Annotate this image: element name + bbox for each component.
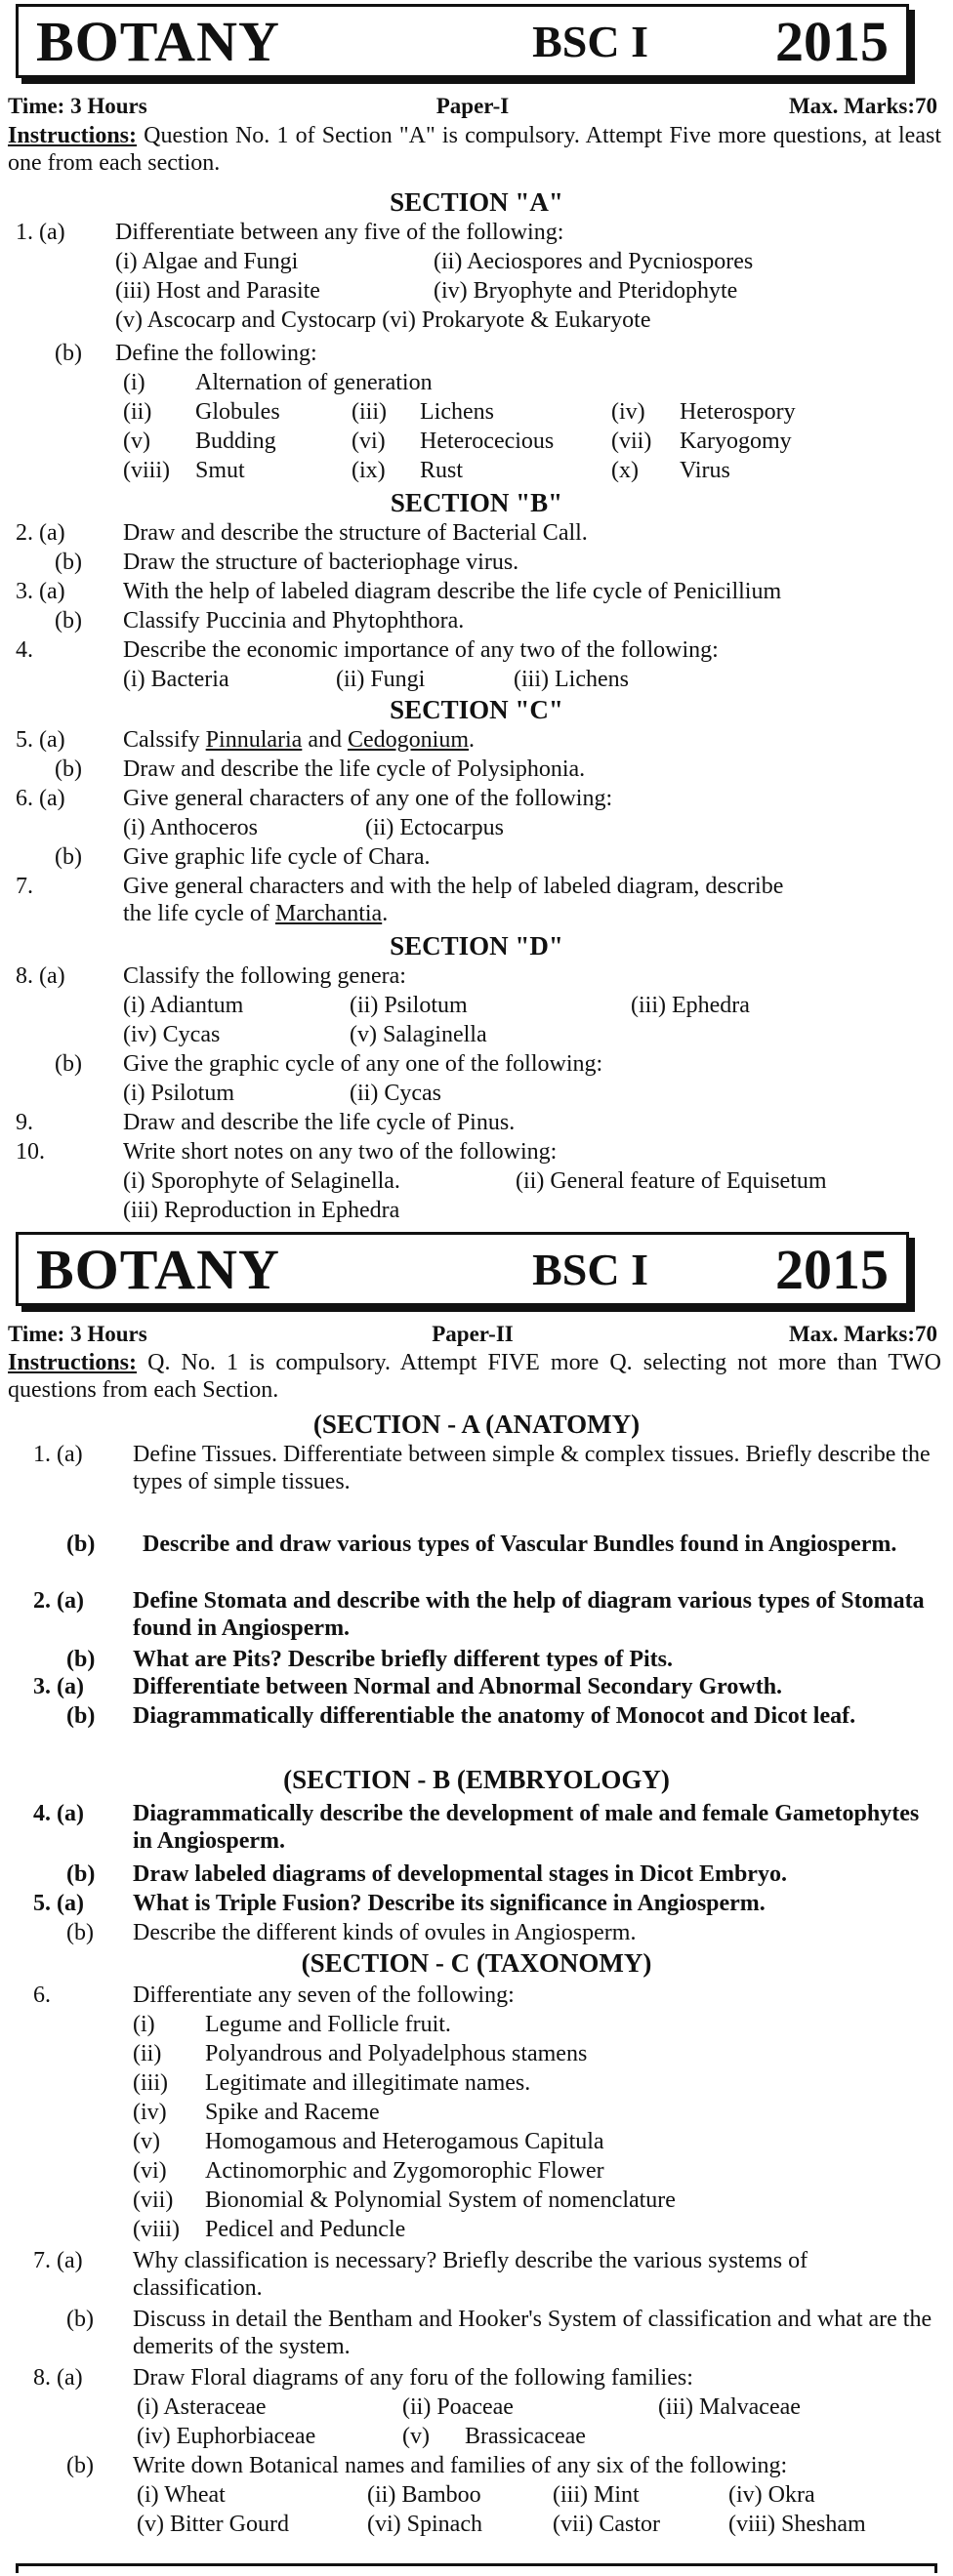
list-item: (iv) (133, 2100, 167, 2125)
question-number: 8. (a) (33, 2365, 83, 2391)
list-item: (ix) (352, 458, 386, 483)
paper1-instructions-label: Instructions: (8, 123, 138, 148)
list-item: (vii) (611, 429, 652, 454)
genus-name: Pinnularia (205, 727, 303, 753)
list-item: (viii) (123, 458, 170, 483)
list-item: (i) Wheat (137, 2482, 226, 2508)
paper1-section-d-heading: SECTION "D" (390, 931, 563, 961)
text-fragment: . (468, 727, 475, 753)
list-item: Heterospory (680, 399, 796, 425)
list-item: (i) Sporophyte of Selaginella. (123, 1168, 400, 1194)
list-item: (i) Adiantum (123, 993, 244, 1018)
question-part: (b) (55, 1051, 82, 1077)
question-text: Define Stomata and describe with the help of diagram various types of Stomata found in Angiosperm. (133, 1588, 925, 1641)
list-item: (iv) (611, 399, 645, 425)
question-part: (b) (55, 844, 82, 870)
list-item: (ii) General feature of Equisetum (516, 1168, 827, 1194)
question-text: Draw Floral diagrams of any foru of the following families: (133, 2365, 693, 2391)
list-item: (ii) Poaceae (402, 2394, 514, 2420)
list-item: (i) Asteraceae (137, 2394, 267, 2420)
list-item: Karyogomy (680, 429, 792, 454)
question-text: Give general characters and with the help of labeled diagram, describe (123, 874, 784, 899)
list-item: (v) (133, 2129, 160, 2154)
list-item: Budding (195, 429, 276, 454)
question-text: Define the following: (115, 341, 317, 366)
list-item: Legume and Follicle fruit. (205, 2012, 451, 2037)
list-item: Virus (680, 458, 730, 483)
list-item: (i) Psilotum (123, 1081, 235, 1106)
paper2-time: Time: 3 Hours (8, 1322, 147, 1346)
question-number: 5. (a) (33, 1891, 84, 1916)
paper2-header-box (16, 1232, 909, 1306)
list-item: (ii) Ectocarpus (365, 815, 504, 840)
question-text: Diagrammatically differentiable the anatomy of Monocot and Dicot leaf. (133, 1703, 856, 1729)
next-header-edge (16, 2563, 937, 2573)
question-text: Write down Botanical names and families of any six of the following: (133, 2453, 788, 2478)
question-part: (b) (66, 2307, 94, 2332)
list-item: (iii) (133, 2070, 168, 2096)
question-number: 10. (16, 1139, 45, 1165)
list-item: Spike and Raceme (205, 2100, 380, 2125)
question-text: Define Tissues. Differentiate between simple & complex tissues. Briefly describe the types of simple tissues. (133, 1442, 931, 1494)
list-item: (ii) Aeciospores and Pycniospores (434, 249, 754, 274)
question-number: 2. (a) (33, 1588, 84, 1614)
question-text: Discuss in detail the Bentham and Hooker's System of classification and what are the demerits of the system. (133, 2307, 932, 2359)
list-item: (iv) Cycas (123, 1022, 221, 1047)
list-item: (v) (402, 2424, 430, 2449)
list-item: (i) Algae and Fungi (115, 249, 299, 274)
text-fragment: Calssify (123, 727, 206, 753)
list-item: (iii) Lichens (514, 667, 629, 692)
list-item: (iii) (352, 399, 387, 425)
question-number: 6. (33, 1983, 51, 2008)
list-item: (iii) Reproduction in Ephedra (123, 1198, 400, 1223)
paper1-instructions (8, 122, 941, 177)
list-item: (iv) Bryophyte and Pteridophyte (434, 278, 738, 304)
list-item: (vi) (352, 429, 386, 454)
list-item: (iii) Mint (553, 2482, 640, 2508)
question-text: Draw and describe the life cycle of Polysiphonia. (123, 756, 586, 782)
list-item: (i) (123, 370, 145, 395)
list-item: Heterocecious (420, 429, 555, 454)
question-number: 1. (a) (33, 1442, 83, 1467)
list-item: Lichens (420, 399, 494, 425)
list-item: Actinomorphic and Zygomorophic Flower (205, 2158, 604, 2184)
list-item: (ii) Fungi (336, 667, 426, 692)
paper1-instructions-text: Question No. 1 of Section "A" is compulsory. Attempt Five more questions, at least one from each section. (8, 123, 941, 176)
question-number: 9. (16, 1110, 33, 1135)
question-text: Draw and describe the structure of Bacterial Call. (123, 520, 588, 546)
list-item: (ii) (123, 399, 152, 425)
question-text: Describe and draw various types of Vascular Bundles found in Angiosperm. (143, 1532, 897, 1557)
paper2-section-b-heading: (SECTION - B (EMBRYOLOGY) (283, 1765, 670, 1794)
paper2-marks: Max. Marks:70 (788, 1322, 937, 1346)
question-part: (b) (66, 1920, 94, 1945)
question-text: Draw the structure of bacteriophage virus. (123, 550, 519, 575)
question-text: Differentiate any seven of the following: (133, 1983, 515, 2008)
list-item: (i) (133, 2012, 155, 2037)
paper1-year-label: 2015 (775, 9, 889, 73)
list-item: (v) Salaginella (350, 1022, 487, 1047)
genus-name: Cedogonium (347, 727, 469, 753)
paper2-course-label: BSC I (532, 1244, 648, 1294)
question-text: Describe the different kinds of ovules in Angiosperm. (133, 1920, 637, 1945)
paper1-time: Time: 3 Hours (8, 94, 147, 118)
question-text: Describe the economic importance of any two of the following: (123, 637, 719, 663)
list-item: Alternation of generation (195, 370, 433, 395)
paper1-header-box (16, 4, 909, 78)
question-part: (b) (66, 1703, 96, 1729)
list-item: (x) (611, 458, 639, 483)
question-text: Why classification is necessary? Briefly describe the various systems of classification. (133, 2248, 808, 2301)
question-part: (b) (55, 756, 82, 782)
question-text: Differentiate between any five of the following: (115, 220, 564, 245)
question-text: Differentiate between Normal and Abnormal Secondary Growth. (133, 1674, 783, 1699)
list-item: (v) Ascocarp and Cystocarp (vi) Prokaryote & Eukaryote (115, 307, 651, 333)
paper2-section-c-heading: (SECTION - C (TAXONOMY) (301, 1948, 652, 1978)
list-item: (vii) Castor (553, 2512, 660, 2537)
question-text: What are Pits? Describe briefly different types of Pits. (133, 1647, 673, 1672)
paper2-section-a-heading: (SECTION - A (ANATOMY) (312, 1410, 641, 1439)
genus-name: Marchantia (274, 901, 383, 926)
question-text: Classify Puccinia and Phytophthora. (123, 608, 465, 634)
list-item: Globules (195, 399, 280, 425)
list-item: (iv) Okra (728, 2482, 815, 2508)
question-text: With the help of labeled diagram describe the life cycle of Penicillium (123, 579, 782, 604)
list-item: Smut (195, 458, 245, 483)
list-item: Rust (420, 458, 464, 483)
paper1-marks: Max. Marks:70 (788, 94, 937, 118)
text-fragment: the life cycle of (123, 901, 275, 926)
list-item: (vi) (133, 2158, 167, 2184)
question-part: (b) (66, 2453, 94, 2478)
question-number: 1. (a) (16, 220, 65, 245)
question-part: (b) (66, 1647, 96, 1672)
question-part: (b) (55, 608, 82, 634)
list-item: (ii) Bamboo (367, 2482, 481, 2508)
paper1-section-a-heading: SECTION "A" (390, 187, 563, 217)
text-fragment: . (382, 901, 389, 926)
list-item: (iv) Euphorbiaceae (137, 2424, 316, 2449)
list-item: (vii) (133, 2188, 174, 2213)
question-number: 7. (a) (33, 2248, 83, 2273)
list-item: (i) Bacteria (123, 667, 229, 692)
list-item: (viii) (133, 2217, 180, 2242)
paper2-paper: Paper-II (432, 1322, 514, 1346)
question-number: 2. (a) (16, 520, 65, 546)
question-number: 3. (a) (33, 1674, 84, 1699)
question-text (123, 900, 388, 927)
list-item: (ii) Psilotum (350, 993, 468, 1018)
question-number: 4. (a) (33, 1801, 84, 1826)
list-item: (iii) Host and Parasite (115, 278, 320, 304)
paper1-meta-row (8, 94, 937, 119)
question-text: What is Triple Fusion? Describe its significance in Angiosperm. (133, 1891, 766, 1916)
question-number: 5. (a) (16, 727, 65, 753)
paper2-year-label: 2015 (775, 1237, 889, 1301)
question-part: (b) (55, 341, 82, 366)
paper2-subject-title: BOTANY (36, 1237, 280, 1301)
paper2-instructions-label: Instructions: (8, 1350, 138, 1375)
question-number: 8. (a) (16, 963, 65, 989)
list-item: Pedicel and Peduncle (205, 2217, 406, 2242)
list-item: Legitimate and illegitimate names. (205, 2070, 531, 2096)
list-item: (ii) Cycas (350, 1081, 441, 1106)
question-text: Give graphic life cycle of Chara. (123, 844, 431, 870)
list-item: (v) (123, 429, 150, 454)
list-item: (viii) Shesham (728, 2512, 866, 2537)
question-text: Draw and describe the life cycle of Pinus. (123, 1110, 516, 1135)
list-item: Bionomial & Polynomial System of nomenclature (205, 2188, 676, 2213)
paper1-section-c-heading: SECTION "C" (390, 695, 563, 724)
paper2-meta-row (8, 1322, 937, 1347)
question-number: 3. (a) (16, 579, 65, 604)
question-number: 4. (16, 637, 33, 663)
question-text: Diagrammatically describe the development of male and female Gametophytes in Angiosperm. (133, 1801, 920, 1854)
list-item: (i) Anthoceros (123, 815, 258, 840)
text-fragment: and (302, 727, 348, 753)
paper1-subject-title: BOTANY (36, 9, 280, 73)
question-number: 6. (a) (16, 786, 65, 811)
list-item: (iii) Malvaceae (658, 2394, 801, 2420)
question-text: Classify the following genera: (123, 963, 406, 989)
list-item: Brassicaceae (465, 2424, 586, 2449)
question-part: (b) (55, 550, 82, 575)
paper2-instructions-text: Q. No. 1 is compulsory. Attempt FIVE more Q. selecting not more than TWO questions from each Section. (8, 1350, 941, 1403)
paper2-instructions (8, 1349, 941, 1404)
list-item: (ii) (133, 2041, 162, 2066)
question-part: (b) (66, 1532, 96, 1557)
question-text: Draw labeled diagrams of developmental stages in Dicot Embryo. (133, 1861, 787, 1887)
list-item: (iii) Ephedra (631, 993, 750, 1018)
paper1-section-b-heading: SECTION "B" (390, 488, 563, 517)
list-item: Homogamous and Heterogamous Capitula (205, 2129, 604, 2154)
question-text: Give the graphic cycle of any one of the following: (123, 1051, 603, 1077)
question-number: 7. (16, 874, 33, 899)
paper1-course-label: BSC I (532, 16, 648, 66)
question-text: Write short notes on any two of the following: (123, 1139, 558, 1165)
list-item: (vi) Spinach (367, 2512, 482, 2537)
list-item: Polyandrous and Polyadelphous stamens (205, 2041, 588, 2066)
question-text: Give general characters of any one of the following: (123, 786, 613, 811)
question-part: (b) (66, 1861, 96, 1887)
question-text (123, 726, 475, 754)
paper1-paper: Paper-I (435, 94, 510, 118)
list-item: (v) Bitter Gourd (137, 2512, 289, 2537)
